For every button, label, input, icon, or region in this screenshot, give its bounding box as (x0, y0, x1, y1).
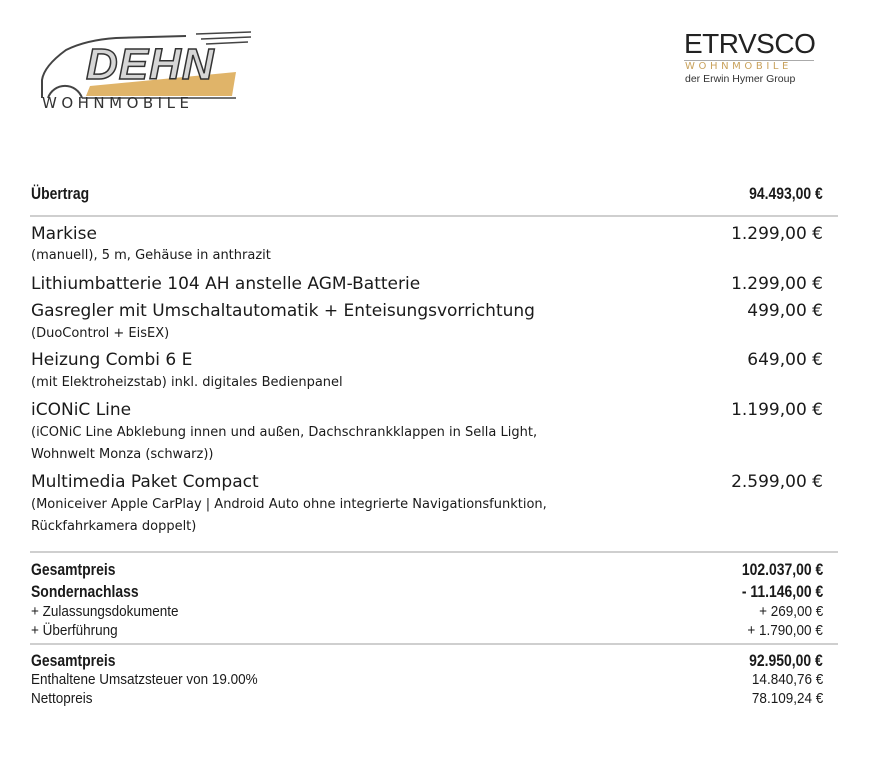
registration-label: + Zulassungsdokumente (31, 603, 179, 620)
carryover-value: 94.493,00 € (749, 184, 823, 203)
etrusco-logo (684, 28, 819, 88)
etrusco-logo-subtext: WOHNMOBILE (685, 61, 792, 72)
item-detail: Wohnwelt Monza (schwarz)) (31, 447, 214, 462)
net-price-label: Nettopreis (31, 690, 93, 707)
dehn-logo-subtext: WOHNMOBILE (42, 94, 194, 112)
transfer-value: + 1.790,00 € (747, 622, 823, 639)
net-price-value: 78.109,24 € (751, 690, 823, 707)
item-detail: (DuoControl + EisEX) (31, 326, 170, 341)
item-detail: (manuell), 5 m, Gehäuse in anthrazit (31, 248, 271, 263)
item-price: 1.199,00 € (731, 400, 823, 420)
vat-value: 14.840,76 € (751, 671, 823, 688)
discount-label: Sondernachlass (31, 582, 139, 601)
vat-label: Enthaltene Umsatzsteuer von 19.00% (31, 671, 258, 688)
item-detail: Rückfahrkamera doppelt) (31, 519, 197, 534)
item-price: 1.299,00 € (731, 224, 823, 244)
item-price: 499,00 € (747, 301, 823, 321)
divider (30, 215, 838, 217)
divider (30, 551, 838, 553)
total-label: Gesamtpreis (31, 560, 116, 579)
total-value: 102.037,00 € (741, 560, 823, 579)
item-title: Gasregler mit Umschaltautomatik + Enteisungsvorrichtung (31, 301, 535, 321)
item-title: Heizung Combi 6 E (31, 350, 193, 370)
transfer-label: + Überführung (31, 622, 118, 639)
dehn-logo (36, 28, 256, 114)
item-price: 2.599,00 € (731, 472, 823, 492)
item-title: iCONiC Line (31, 400, 132, 420)
item-detail: (mit Elektroheizstab) inkl. digitales Bedienpanel (31, 375, 343, 390)
item-price: 1.299,00 € (731, 274, 823, 294)
etrusco-logo-text: ETRVSCO (684, 28, 816, 59)
item-title: Lithiumbatterie 104 AH anstelle AGM-Batterie (31, 274, 421, 294)
dehn-logo-text: DEHN (86, 40, 215, 89)
divider (30, 643, 838, 645)
carryover-label: Übertrag (31, 184, 90, 203)
item-title: Markise (31, 224, 97, 244)
etrusco-group-text: der Erwin Hymer Group (685, 73, 796, 85)
item-detail: (iCONiC Line Abklebung innen und außen, Dachschrankklappen in Sella Light, (31, 425, 538, 440)
item-price: 649,00 € (747, 350, 823, 370)
final-total-label: Gesamtpreis (31, 651, 116, 670)
final-total-value: 92.950,00 € (749, 651, 823, 670)
item-title: Multimedia Paket Compact (31, 472, 259, 492)
registration-value: + 269,00 € (758, 603, 823, 620)
item-detail: (Moniceiver Apple CarPlay | Android Auto ohne integrierte Navigationsfunktion, (31, 497, 547, 512)
discount-value: - 11.146,00 € (741, 582, 823, 601)
